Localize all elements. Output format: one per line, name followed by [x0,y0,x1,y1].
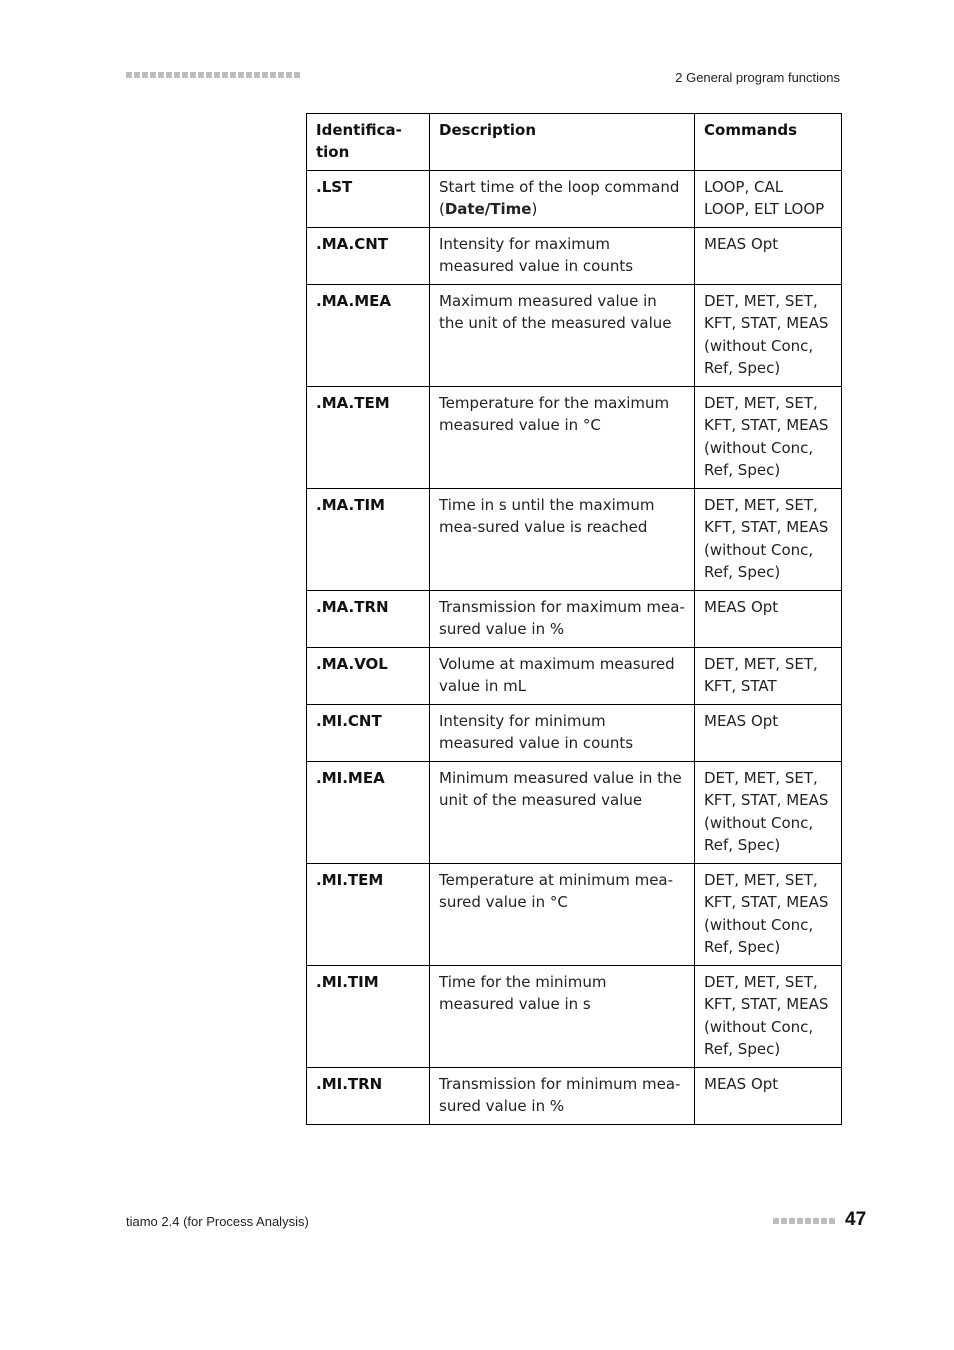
row-commands: DET, MET, SET, KFT, STAT [695,647,842,704]
row-description: Minimum measured value in the unit of the measured value [430,761,695,863]
row-commands: DET, MET, SET, KFT, STAT, MEAS (without Conc, Ref, Spec) [695,488,842,590]
row-description: Transmission for minimum mea-sured value in % [430,1067,695,1124]
row-identification: .MI.TIM [307,965,430,1067]
row-identification: .MI.MEA [307,761,430,863]
row-description [430,170,695,227]
row-description: Transmission for maximum mea-sured value in % [430,590,695,647]
footer-dots-decoration [773,1218,840,1226]
table-row [307,590,842,647]
row-description: Time in s until the maximum mea-sured value is reached [430,488,695,590]
row-commands: DET, MET, SET, KFT, STAT, MEAS (without Conc, Ref, Spec) [695,761,842,863]
table-row [307,284,842,386]
row-commands: MEAS Opt [695,704,842,761]
header-description: Description [430,114,695,171]
row-identification: .MA.MEA [307,284,430,386]
table-row [307,170,842,227]
row-description: Temperature at minimum mea-sured value in °C [430,863,695,965]
header-commands: Commands [695,114,842,171]
header-identification: Identifica- tion [307,114,430,171]
row-identification: .MI.TRN [307,1067,430,1124]
table-row [307,863,842,965]
table-row [307,386,842,488]
row-identification: .MA.CNT [307,227,430,284]
row-identification: .MA.TRN [307,590,430,647]
table-row [307,488,842,590]
row-description: Intensity for maximum measured value in counts [430,227,695,284]
table-row [307,704,842,761]
row-commands: MEAS Opt [695,590,842,647]
row-commands: DET, MET, SET, KFT, STAT, MEAS (without Conc, Ref, Spec) [695,386,842,488]
row-identification: .MA.TIM [307,488,430,590]
row-commands: MEAS Opt [695,227,842,284]
table-row [307,1067,842,1124]
row-description: Temperature for the maximum measured value in °C [430,386,695,488]
row-commands: DET, MET, SET, KFT, STAT, MEAS (without Conc, Ref, Spec) [695,863,842,965]
table-row [307,965,842,1067]
row-commands: MEAS Opt [695,1067,842,1124]
description-text-end: ) [531,200,538,219]
table-row [307,227,842,284]
row-identification: .LST [307,170,430,227]
row-commands: DET, MET, SET, KFT, STAT, MEAS (without Conc, Ref, Spec) [695,284,842,386]
footer-product-name: tiamo 2.4 (for Process Analysis) [126,1214,309,1229]
running-header-section-title: 2 General program functions [675,70,840,85]
description-text: Start time of the loop command ( [439,177,680,219]
row-description: Maximum measured value in the unit of the measured value [430,284,695,386]
row-commands: LOOP, CAL LOOP, ELT LOOP [695,170,842,227]
description-bold-term: Date/Time [444,200,532,219]
table-header-row [307,114,842,171]
row-identification: .MI.TEM [307,863,430,965]
header-dots-decoration [126,72,306,80]
row-description: Intensity for minimum measured value in counts [430,704,695,761]
row-description: Time for the minimum measured value in s [430,965,695,1067]
row-description: Volume at maximum measured value in mL [430,647,695,704]
page-number: 47 [845,1209,867,1230]
row-identification: .MA.TEM [307,386,430,488]
variables-table [306,113,842,1125]
table-row [307,647,842,704]
row-identification: .MI.CNT [307,704,430,761]
row-identification: .MA.VOL [307,647,430,704]
table-row [307,761,842,863]
row-commands: DET, MET, SET, KFT, STAT, MEAS (without Conc, Ref, Spec) [695,965,842,1067]
